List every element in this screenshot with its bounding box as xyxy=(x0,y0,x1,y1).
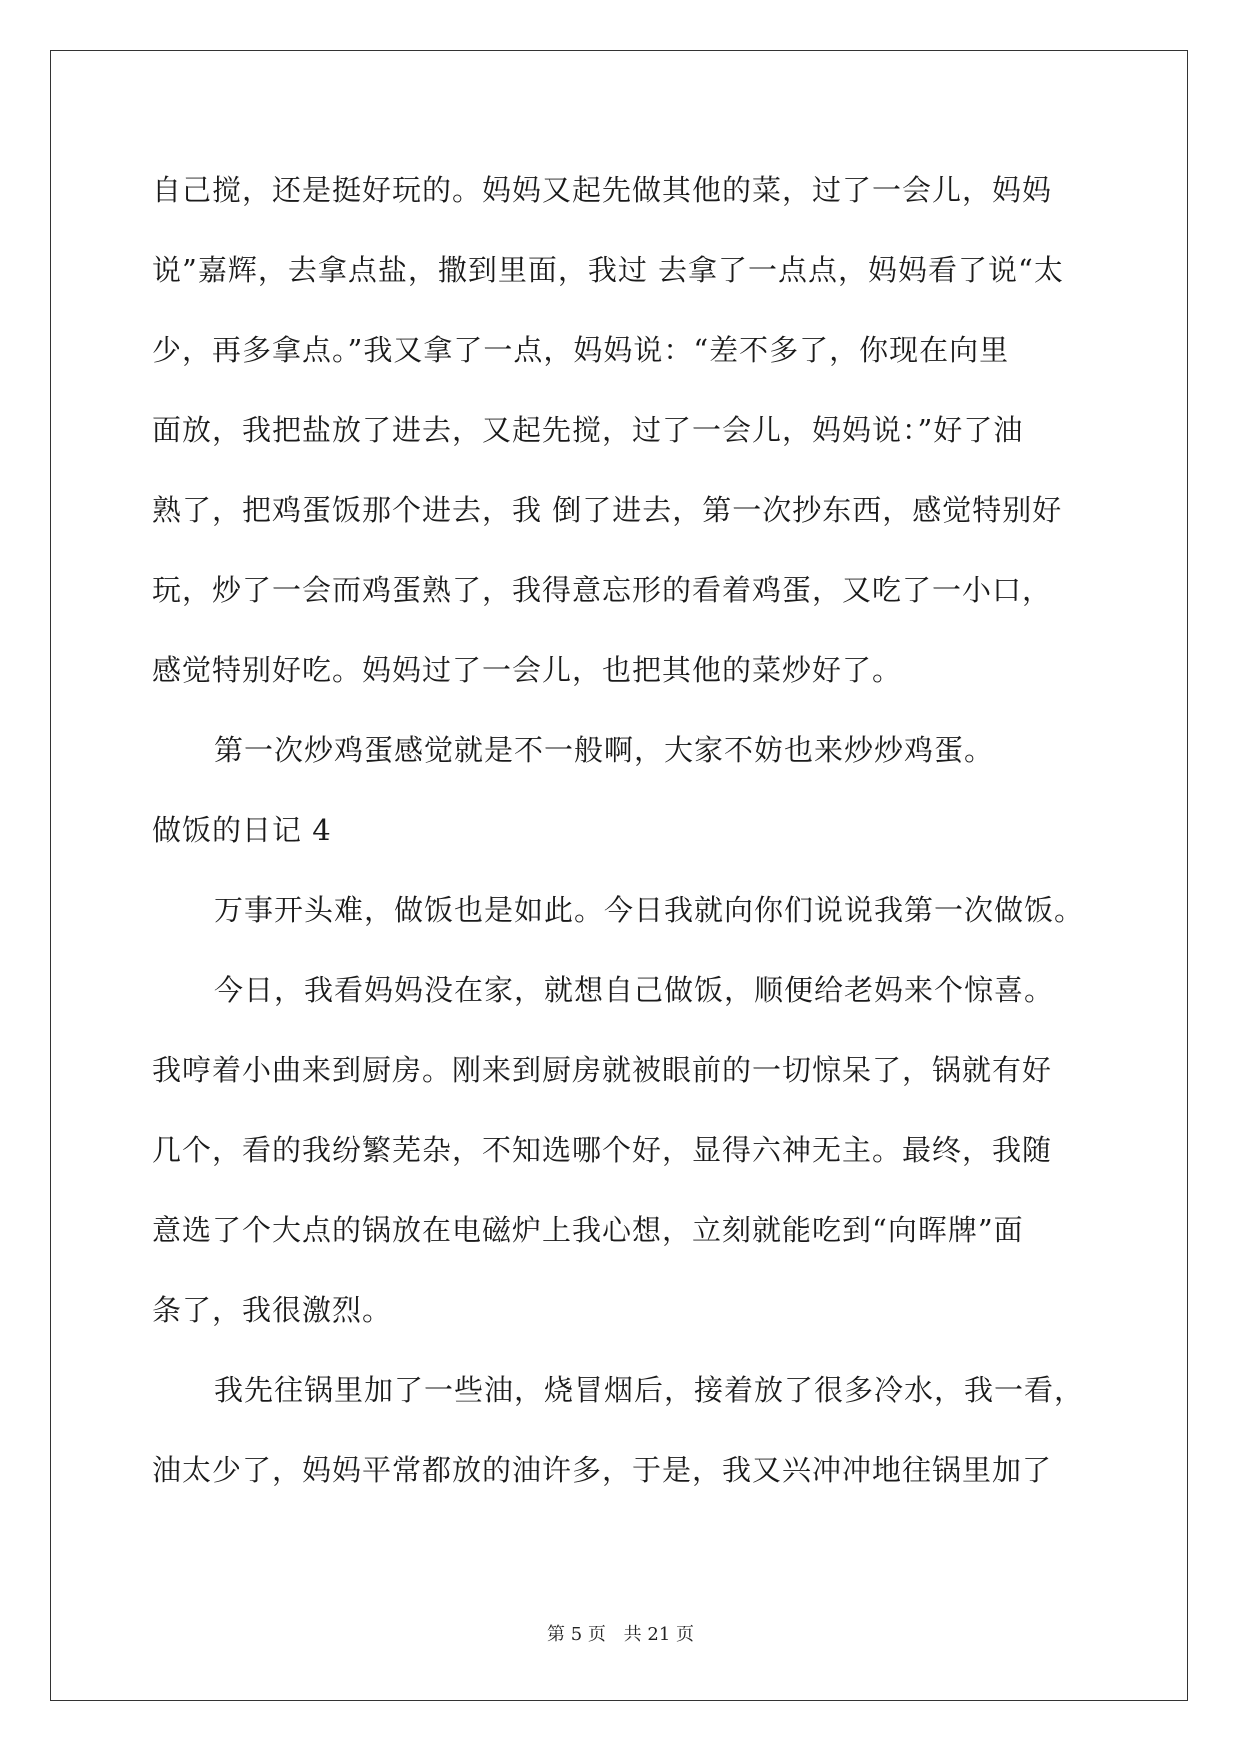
document-body xyxy=(152,160,1092,1520)
paragraph-line-16: 我先往锅里加了一些油，烧冒烟后，接着放了很多冷水，我一看， xyxy=(214,1373,1085,1407)
section-heading: 做饭的日记 4 xyxy=(152,813,332,847)
page-total: 共 21 页 xyxy=(623,1624,694,1645)
text-line-1: 自己搅，还是挺好玩的。妈妈又起先做其他的菜，过了一会儿，妈妈 xyxy=(152,173,1053,207)
text-line-5: 熟了，把鸡蛋饭那个进去，我 倒了进去，第一次抄东西，感觉特别好 xyxy=(152,493,1063,527)
text-line-2: 说”嘉辉，去拿点盐，撒到里面，我过 去拿了一点点，妈妈看了说“太 xyxy=(152,253,1064,287)
text-line-12: 我哼着小曲来到厨房。刚来到厨房就被眼前的一切惊呆了，锅就有好 xyxy=(152,1053,1053,1087)
paragraph-line-11: 今日，我看妈妈没在家，就想自己做饭，顺便给老妈来个惊喜。 xyxy=(214,973,1055,1007)
paragraph-line-8: 第一次炒鸡蛋感觉就是不一般啊，大家不妨也来炒炒鸡蛋。 xyxy=(214,733,995,767)
page-number: 第 5 页 xyxy=(547,1624,606,1645)
text-line-7: 感觉特别好吃。妈妈过了一会儿，也把其他的菜炒好了。 xyxy=(152,653,903,687)
paragraph-line-10: 万事开头难，做饭也是如此。今日我就向你们说说我第一次做饭。 xyxy=(214,893,1085,927)
text-line-3: 少，再多拿点。”我又拿了一点，妈妈说：“差不多了，你现在向里 xyxy=(152,333,1010,367)
text-line-13: 几个，看的我纷繁芜杂，不知选哪个好，显得六神无主。最终，我随 xyxy=(152,1133,1053,1167)
text-line-6: 玩，炒了一会而鸡蛋熟了，我得意忘形的看着鸡蛋，又吃了一小口， xyxy=(152,573,1053,607)
text-line-4: 面放，我把盐放了进去，又起先搅，过了一会儿，妈妈说：”好了油 xyxy=(152,413,1024,447)
text-line-14: 意选了个大点的锅放在电磁炉上我心想，立刻就能吃到“向晖牌”面 xyxy=(152,1213,1024,1247)
text-line-17: 油太少了，妈妈平常都放的油许多，于是，我又兴冲冲地往锅里加了 xyxy=(152,1453,1053,1487)
page-footer xyxy=(0,1620,1241,1646)
text-line-15: 条了，我很激烈。 xyxy=(152,1293,393,1327)
